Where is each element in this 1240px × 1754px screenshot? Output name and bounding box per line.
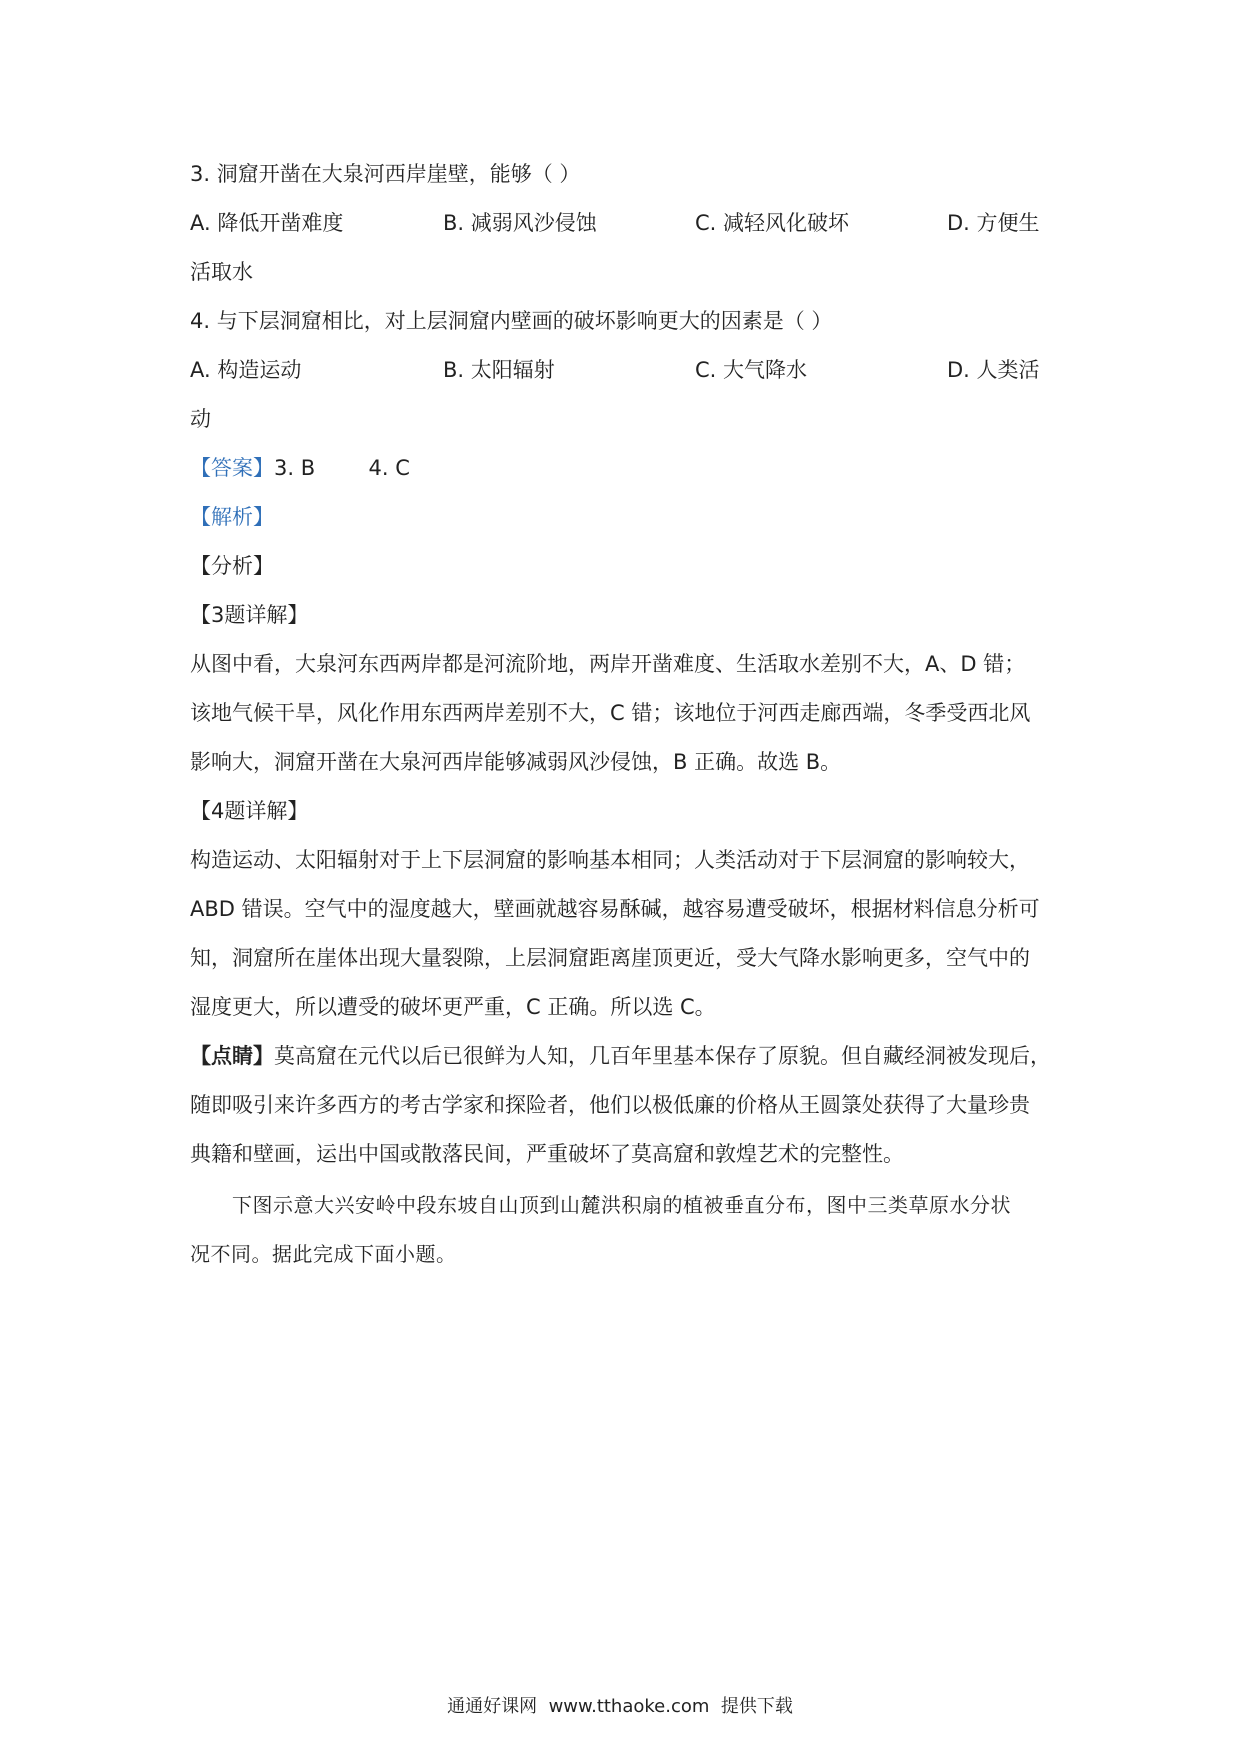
q4-option-a: A. 构造运动 — [190, 358, 302, 382]
q4-option-b: B. 太阳辐射 — [443, 358, 555, 382]
q4-option-d-wrap: 动 — [190, 407, 211, 431]
q4-detail-line-2: ABD 错误。空气中的湿度越大，壁画就越容易酥碱，越容易遭受破坏，根据材料信息分析可 — [190, 897, 1040, 921]
q4-detail-head: 【4题详解】 — [190, 799, 309, 823]
q4-option-c: C. 大气降水 — [695, 358, 808, 382]
q4-detail-line-1: 构造运动、太阳辐射对于上下层洞窟的影响基本相同；人类活动对于下层洞窟的影响较大， — [190, 848, 1030, 872]
q3-stem: 3. 洞窟开凿在大泉河西岸崖壁，能够（ ） — [190, 162, 581, 186]
tip-line-2: 随即吸引来许多西方的考古学家和探险者，他们以极低廉的价格从王圆箓处获得了大量珍贵 — [190, 1093, 1030, 1117]
page-footer: 通通好课网 www.tthaoke.com 提供下载 — [447, 1696, 793, 1717]
tip-line-1 — [190, 1041, 1060, 1071]
answer-text: 3. B 4. C — [274, 456, 410, 480]
q3-detail-line-2: 该地气候干旱，风化作用东西两岸差别不大，C 错；该地位于河西走廊西端，冬季受西北风 — [190, 701, 1031, 725]
analysis-tag: 【解析】 — [190, 505, 274, 529]
q3-option-c: C. 减轻风化破坏 — [695, 211, 850, 235]
q3-option-a: A. 降低开凿难度 — [190, 211, 344, 235]
q3-detail-head: 【3题详解】 — [190, 603, 309, 627]
tip-first: 莫高窟在元代以后已很鲜为人知，几百年里基本保存了原貌。但自藏经洞被发现后， — [274, 1044, 1051, 1068]
q3-option-d: D. 方便生 — [947, 211, 1040, 235]
next-intro-line-1: 下图示意大兴安岭中段东坡自山顶到山麓洪积扇的植被垂直分布，图中三类草原水分状 — [232, 1193, 1011, 1217]
next-intro-line-2: 况不同。据此完成下面小题。 — [190, 1242, 457, 1266]
q4-detail-line-3: 知，洞窟所在崖体出现大量裂隙，上层洞窟距离崖顶更近，受大气降水影响更多，空气中的 — [190, 946, 1030, 970]
q3-detail-line-1: 从图中看，大泉河东西两岸都是河流阶地，两岸开凿难度、生活取水差别不大，A、D 错； — [190, 652, 1026, 676]
q3-option-b: B. 减弱风沙侵蚀 — [443, 211, 597, 235]
q4-detail-line-4: 湿度更大，所以遭受的破坏更严重，C 正确。所以选 C。 — [190, 995, 716, 1019]
tip-tag: 【点睛】 — [190, 1044, 274, 1068]
q3-detail-line-3: 影响大，洞窟开凿在大泉河西岸能够减弱风沙侵蚀，B 正确。故选 B。 — [190, 750, 842, 774]
tip-line-3: 典籍和壁画，运出中国或散落民间，严重破坏了莫高窟和敦煌艺术的完整性。 — [190, 1142, 904, 1166]
answer-tag: 【答案】 — [190, 456, 274, 480]
q4-option-d: D. 人类活 — [947, 358, 1040, 382]
q4-stem: 4. 与下层洞窟相比，对上层洞窟内壁画的破坏影响更大的因素是（ ） — [190, 309, 833, 333]
analysis-head: 【分析】 — [190, 554, 274, 578]
answer-line — [190, 453, 1060, 483]
q3-option-d-wrap: 活取水 — [190, 260, 253, 284]
